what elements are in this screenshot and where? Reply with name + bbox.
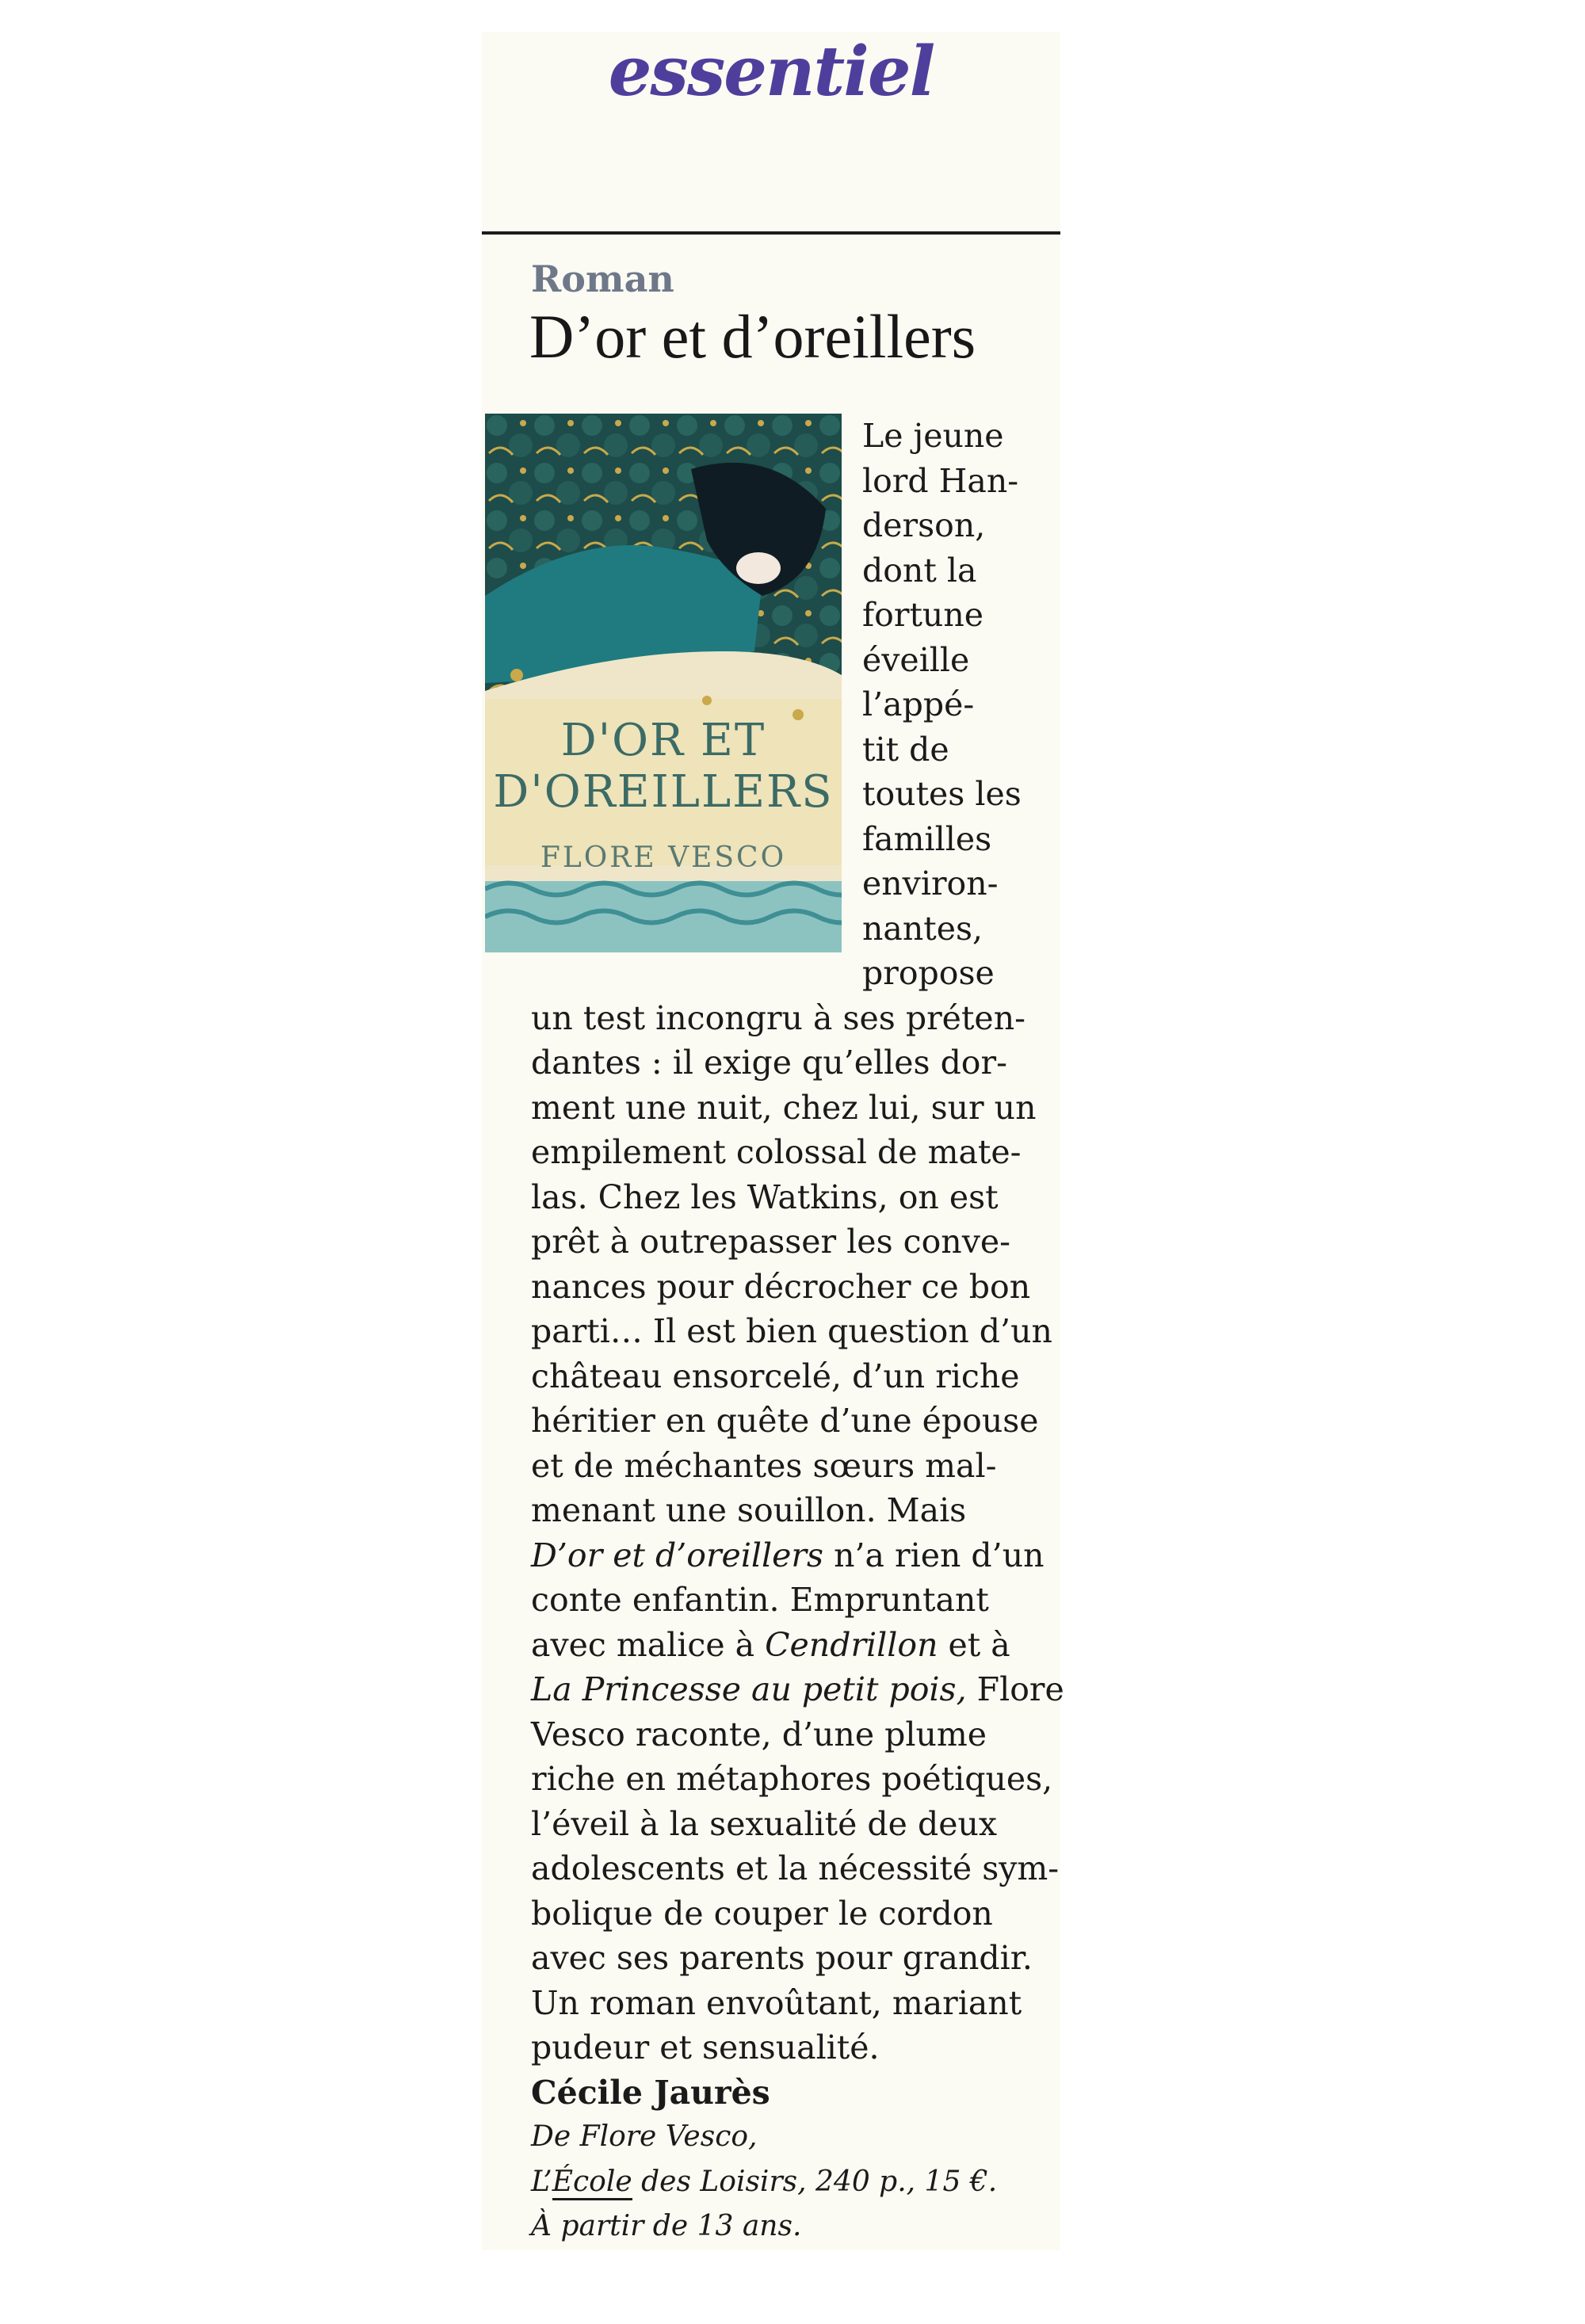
text-line: et de méchantes sœurs mal- (531, 1446, 997, 1485)
cover-title-line1: D'OR ET (560, 715, 766, 766)
article-body (531, 414, 1064, 2250)
book-info-line (531, 2160, 1054, 2205)
text-line: menant une souillon. Mais (531, 1491, 967, 1529)
text-span: avec malice à (531, 1625, 766, 1664)
text-line: toutes les (862, 775, 1022, 813)
text-line: héritier en quête d’une épouse (531, 1402, 1039, 1440)
book-info-line: De Flore Vesco, (531, 2120, 758, 2153)
text-line: las. Chez les Watkins, on est (531, 1177, 999, 1216)
text-line: nances pour décrocher ce bon (531, 1267, 1031, 1306)
section-label: Roman (531, 258, 674, 300)
narrow-text-block (531, 414, 1054, 996)
reference-title-italic: Cendrillon (765, 1625, 938, 1664)
publisher-underlined: École (552, 2166, 632, 2200)
article-column (482, 32, 1064, 2250)
text-line: empilement colossal de mate- (531, 1133, 1022, 1171)
text-block-1 (531, 996, 1054, 1533)
text-line: château ensorcelé, d’un riche (531, 1357, 1020, 1395)
text-line: prêt à outrepasser les conve- (531, 1223, 1010, 1261)
text-line: pudeur et sensualité. (531, 2028, 880, 2066)
author-byline: Cécile Jaurès (531, 2073, 770, 2112)
text-line: Vesco raconte, d’une plume (531, 1715, 987, 1753)
text-line: environ- (862, 864, 999, 903)
text-line: fortune (862, 596, 984, 634)
text-line: familles (862, 819, 992, 858)
divider-rule (482, 231, 1060, 235)
article-title: D’or et d’oreillers (529, 302, 976, 371)
text-line: derson, (862, 506, 986, 544)
text-span: L’ (531, 2165, 552, 2198)
text-line: propose (862, 954, 995, 992)
text-line: dont la (862, 551, 977, 590)
text-line (531, 1623, 1054, 1668)
text-line: l’éveil à la sexualité de deux (531, 1804, 998, 1843)
text-line: adolescents et la nécessité sym- (531, 1849, 1060, 1887)
text-line: l’appé- (862, 685, 975, 723)
text-line: un test incongru à ses préten- (531, 998, 1025, 1037)
text-span: des Loisirs, 240 p., 15 €. (632, 2165, 998, 2198)
text-line: tit de (862, 730, 949, 769)
text-line: dantes : il exige qu’elles dor- (531, 1044, 1007, 1082)
book-info-line: À partir de 13 ans. (531, 2210, 802, 2242)
text-line: lord Han- (862, 461, 1019, 500)
text-block-2 (531, 1712, 1060, 2070)
text-line: nantes, (862, 909, 983, 948)
text-span: n’a rien d’un (823, 1536, 1045, 1574)
text-line: parti… Il est bien question d’un (531, 1312, 1052, 1350)
text-line: riche en métaphores poétiques, (531, 1760, 1053, 1798)
text-line: avec ses parents pour grandir. (531, 1939, 1033, 1977)
text-line: Le jeune (862, 417, 1004, 455)
text-span: et à (938, 1625, 1010, 1664)
text-line: éveille (862, 640, 970, 679)
text-line: Un roman envoûtant, mariant (531, 1983, 1022, 2022)
masthead: essentiel (608, 32, 934, 112)
text-line (531, 1667, 1064, 1712)
text-line (531, 1533, 1054, 1578)
reference-title-italic: La Princesse au petit pois, (531, 1670, 967, 1708)
text-span: Flore (966, 1670, 1064, 1708)
text-line: conte enfantin. Empruntant (531, 1581, 989, 1619)
cover-title-line2: D'OREILLERS (493, 766, 834, 818)
text-line: bolique de couper le cordon (531, 1894, 993, 1933)
cover-author: FLORE VESCO (540, 841, 787, 874)
text-line: ment une nuit, chez lui, sur un (531, 1088, 1037, 1127)
book-title-italic: D’or et d’oreillers (531, 1536, 824, 1574)
